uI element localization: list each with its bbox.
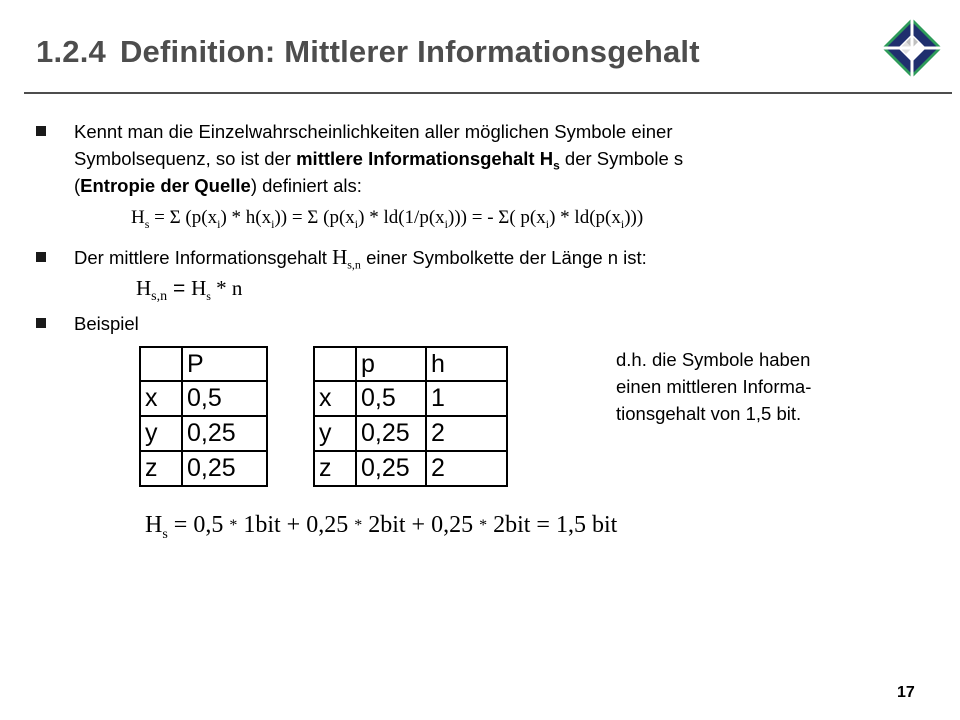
table-cell: 0,25 — [356, 416, 426, 451]
term-mittlerer-informationsgehalt: mittlere Informationsgehalt H — [296, 148, 554, 169]
table-cell: z — [314, 451, 356, 486]
table-cell: 2 — [426, 451, 507, 486]
table-cell: 0,25 — [182, 416, 267, 451]
table-cell: 1 — [426, 381, 507, 416]
table-header-p: P — [182, 347, 267, 381]
bullet-1-line-3-post: ) definiert als: — [250, 175, 362, 196]
table-row — [140, 416, 267, 451]
title-divider — [24, 92, 952, 94]
bullet-1-line-2-pre: Symbolsequenz, so ist der — [74, 148, 297, 169]
section-number: 1.2.4 — [36, 34, 106, 69]
probability-table — [139, 346, 268, 487]
bullet-1-line-2 — [74, 145, 874, 172]
side-note — [616, 346, 886, 427]
note-line-3: tionsgehalt von 1,5 bit. — [616, 403, 802, 424]
page-number: 17 — [897, 684, 915, 701]
title-text: Definition: Mittlerer Informationsgehalt — [119, 34, 700, 69]
table-header-p: p — [356, 347, 426, 381]
bullet-2-post: einer Symbolkette der Länge n ist: — [360, 247, 647, 268]
table-cell: 0,25 — [182, 451, 267, 486]
table-cell: 2 — [426, 416, 507, 451]
table-cell: y — [140, 416, 182, 451]
chain-formula: $H_{s,n} = H_s * n$ — [136, 276, 243, 305]
table-cell — [314, 347, 356, 381]
bullet-marker — [36, 252, 46, 262]
bullet-marker — [36, 318, 46, 328]
term-subscript: s — [553, 158, 560, 173]
bullet-2-pre: Der mittlere Informationsgehalt — [74, 247, 333, 268]
table-cell: x — [140, 381, 182, 416]
table-cell — [140, 347, 182, 381]
information-table — [313, 346, 508, 487]
bullet-marker — [36, 126, 46, 136]
table-header-h: h — [426, 347, 507, 381]
note-line-1: d.h. die Symbole haben — [616, 349, 811, 370]
table-cell: x — [314, 381, 356, 416]
bullet-3-text: Beispiel — [74, 313, 139, 334]
table-cell: 0,5 — [356, 381, 426, 416]
bullet-1-line-1: Kennt man die Einzelwahrscheinlichkeiten aller möglichen Symbole einer — [74, 121, 673, 142]
bullet-1-line-2-post: der Symbole s — [559, 148, 684, 169]
bullet-1-line-3 — [74, 172, 874, 199]
table-row — [314, 347, 507, 381]
table-row — [140, 347, 267, 381]
note-line-2: einen mittleren Informa- — [616, 376, 812, 397]
bullet-1-text — [74, 118, 874, 199]
company-logo-icon — [880, 16, 944, 80]
symbol-h-subscript: s,n — [347, 257, 361, 272]
table-cell: z — [140, 451, 182, 486]
table-cell: 0,25 — [356, 451, 426, 486]
table-row — [314, 451, 507, 486]
bullet-2-text — [74, 244, 894, 271]
result-formula: $H_s = 0,5 * 1bit + 0,25 * 2bit + 0,25 * 2bit = 1,5$ bit — [145, 512, 618, 542]
table-cell: 0,5 — [182, 381, 267, 416]
symbol-h: H — [332, 245, 348, 269]
table-cell: y — [314, 416, 356, 451]
slide-title — [36, 34, 700, 70]
paren-open: ( — [74, 175, 81, 196]
table-row — [314, 381, 507, 416]
table-row — [140, 451, 267, 486]
table-row — [140, 381, 267, 416]
entropy-formula: $H_s = \Sigma$ $(p(x_i) * h(x_i)) = \Sigma$ $(p(x_i) * ld(1/p(x_i)))$ = - Σ( $p(x_i) * ld(p(x_i))$) — [131, 207, 644, 231]
table-row — [314, 416, 507, 451]
term-entropie-der-quelle: Entropie der Quelle — [80, 175, 251, 196]
